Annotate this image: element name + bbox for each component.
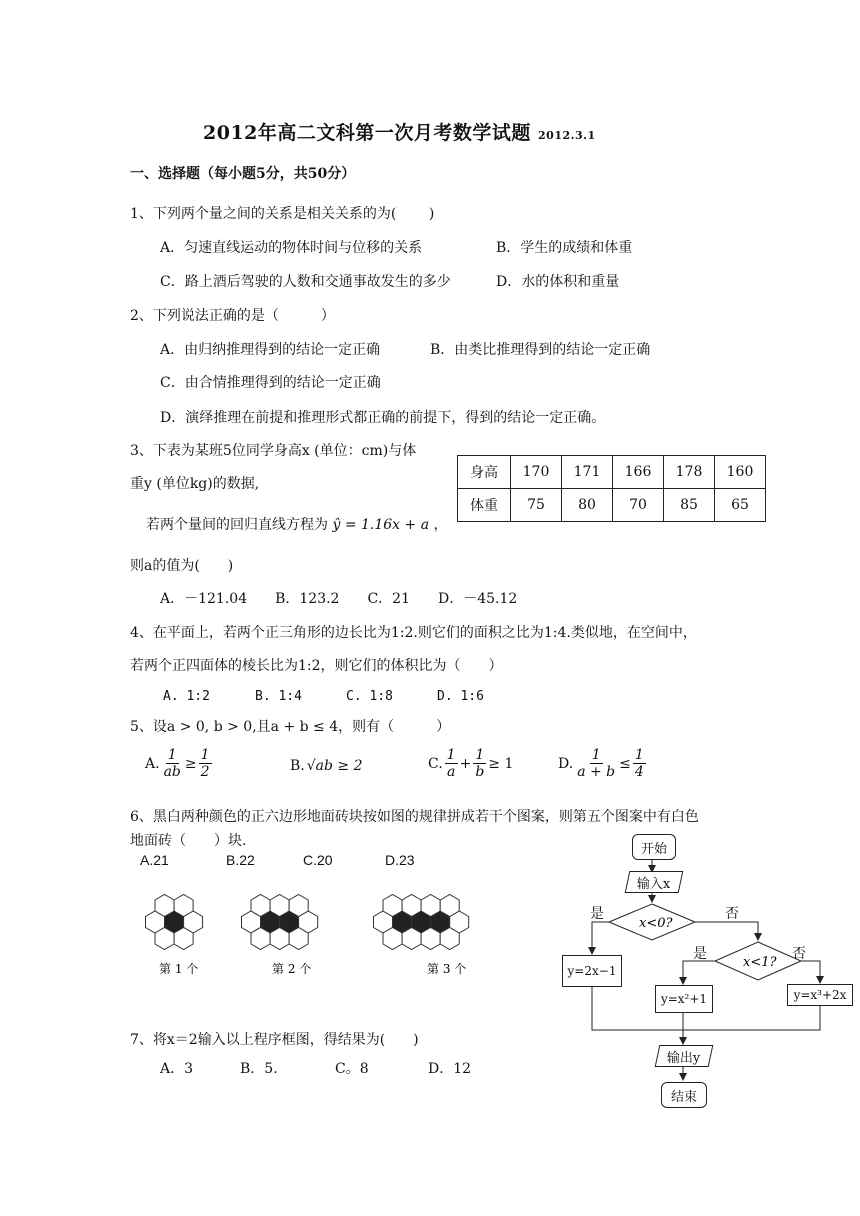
white-tile	[440, 895, 459, 917]
white-tile	[174, 928, 193, 950]
q6-option-c: C.20	[303, 852, 333, 868]
fraction	[199, 747, 212, 780]
input-label: 输入x	[637, 876, 671, 892]
table-cell: 体重	[458, 489, 511, 522]
q1-stem: 1、下列两个量之间的关系是相关关系的为( )	[130, 206, 435, 222]
q4-option-a: A. 1:2	[163, 689, 210, 704]
page-title	[203, 118, 596, 145]
flowchart-process-2: y=x²+1	[655, 985, 713, 1013]
numerator: 1	[200, 747, 210, 763]
q2-option-d: D．演绎推理在前提和推理形式都正确的前提下，得到的结论一定正确。	[160, 410, 606, 426]
white-tile	[270, 895, 289, 917]
q2-stem: 2、下列说法正确的是（ ）	[130, 308, 335, 324]
white-tile	[402, 928, 421, 950]
q1-option-c: C．路上酒后驾驶的人数和交通事故发生的多少	[160, 274, 451, 290]
option-letter: C.	[428, 755, 443, 772]
table-cell: 80	[562, 489, 613, 522]
white-tile	[251, 928, 270, 950]
white-tile	[289, 928, 308, 950]
white-tile	[174, 895, 193, 917]
q2-option-c: C．由合情推理得到的结论一定正确	[160, 375, 381, 391]
q7-option-d: D．12	[428, 1061, 472, 1077]
q3-options: A．－121.04 B．123.2 C．21 D．－45.12	[160, 591, 518, 607]
q7-option-a: A．3	[160, 1061, 194, 1077]
fraction	[575, 747, 617, 780]
q3-line2: 重y (单位kg)的数据,	[130, 476, 260, 492]
q5-stem: 5、设a > 0, b > 0,且a + b ≤ 4，则有（ ）	[130, 719, 451, 735]
fraction	[445, 747, 458, 780]
no-label-1: 否	[725, 906, 739, 922]
q4-option-c: C. 1:8	[346, 689, 393, 704]
numerator: 1	[167, 747, 177, 763]
q3-line3a: 若两个量间的回归直线方程为	[146, 517, 328, 533]
option-letter: B.	[290, 758, 305, 774]
numerator: 1	[446, 747, 456, 763]
q6-option-d: D.23	[385, 852, 415, 868]
flowchart-process-1: y=2x−1	[562, 955, 622, 987]
relation: ≥	[184, 755, 197, 772]
relation: ≥ 1	[488, 755, 514, 772]
relation: ≤	[619, 755, 631, 772]
q4-line2: 若两个正四面体的棱长比为1:2，则它们的体积比为（ ）	[130, 658, 503, 674]
white-tile	[270, 928, 289, 950]
q4-option-b: B. 1:4	[255, 689, 302, 704]
denominator: b	[475, 764, 485, 780]
q1-option-d: D．水的体积和重量	[496, 274, 620, 290]
q6-option-a: A.21	[140, 852, 169, 868]
table-cell: 160	[715, 456, 766, 489]
numerator: 1	[634, 747, 644, 763]
white-tile	[155, 928, 174, 950]
q5-option-b	[290, 758, 363, 774]
denominator: a	[446, 764, 456, 780]
option-letter: A.	[145, 755, 160, 772]
hexagon-tile-figures	[135, 880, 535, 980]
q3-line3b: ，	[433, 517, 448, 533]
table-row	[458, 456, 766, 489]
table-cell: 171	[562, 456, 613, 489]
condition-2-text: x<1?	[743, 955, 777, 970]
q5-option-a	[145, 747, 212, 780]
figure-label-1: 第 1 个	[159, 962, 199, 976]
q7-option-c: C。8	[335, 1061, 369, 1077]
white-tile	[251, 895, 270, 917]
fraction	[473, 747, 486, 780]
white-tile	[155, 895, 174, 917]
output-label: 输出y	[667, 1050, 701, 1066]
table-cell: 85	[664, 489, 715, 522]
table-cell: 170	[511, 456, 562, 489]
plus-sign: +	[459, 755, 472, 772]
q6-option-b: B.22	[226, 852, 255, 868]
q1-option-b: B．学生的成绩和体重	[496, 240, 633, 256]
q1-option-a: A．匀速直线运动的物体时间与位移的关系	[160, 240, 423, 256]
section-heading: 一、选择题（每小题5分，共50分）	[130, 166, 356, 182]
denominator: 2	[200, 764, 210, 780]
q2-option-b: B．由类比推理得到的结论一定正确	[430, 342, 651, 358]
q2-option-a: A．由归纳推理得到的结论一定正确	[160, 342, 381, 358]
numerator: 1	[591, 747, 601, 763]
flowchart-start: 开始	[632, 834, 676, 860]
white-tile	[383, 928, 402, 950]
q3-line3	[146, 514, 448, 534]
condition-1-text: x<0?	[639, 916, 673, 931]
white-tile	[421, 928, 440, 950]
flowchart-output	[655, 1045, 714, 1067]
regression-equation: ŷ = 1.16x + a	[332, 517, 430, 533]
q7-option-b: B．5.	[240, 1061, 278, 1077]
table-cell: 身高	[458, 456, 511, 489]
table-cell: 75	[511, 489, 562, 522]
yes-label-1: 是	[590, 906, 604, 922]
white-tile	[440, 928, 459, 950]
expression: √ab ≥ 2	[306, 758, 363, 774]
q3-line1: 3、下表为某班5位同学身高x (单位：cm)与体	[130, 443, 417, 459]
fraction	[162, 747, 183, 780]
flowchart-end: 结束	[661, 1082, 707, 1108]
denominator: ab	[163, 764, 181, 780]
white-tile	[402, 895, 421, 917]
title-main: 2012年高二文科第一次月考数学试题	[203, 122, 531, 144]
no-label-2: 否	[792, 946, 806, 962]
q7-stem: 7、将x＝2输入以上程序框图，得结果为( )	[130, 1032, 419, 1048]
white-tile	[421, 895, 440, 917]
figure-label-3: 第 3 个	[427, 962, 467, 976]
q4-line1: 4、在平面上，若两个正三角形的边长比为1:2.则它们的面积之比为1:4.类似地，在空间中，	[130, 625, 697, 641]
numerator: 1	[475, 747, 485, 763]
white-tile	[383, 895, 402, 917]
flowchart-input	[625, 871, 684, 893]
q5-option-d	[558, 747, 646, 780]
table-cell: 166	[613, 456, 664, 489]
table-row	[458, 489, 766, 522]
flowchart-process-3: y=x³+2x	[787, 984, 853, 1006]
table-cell: 70	[613, 489, 664, 522]
title-date: 2012.3.1	[538, 129, 596, 142]
figure-label-2: 第 2 个	[272, 962, 312, 976]
q6-line1: 6、黑白两种颜色的正六边形地面砖块按如图的规律拼成若干个图案，则第五个图案中有白色	[130, 809, 699, 825]
q4-option-d: D. 1:6	[437, 689, 484, 704]
table-cell: 178	[664, 456, 715, 489]
denominator: a + b	[577, 764, 616, 780]
white-tile	[289, 895, 308, 917]
fraction	[633, 747, 646, 780]
denominator: 4	[634, 764, 644, 780]
q5-option-c	[428, 747, 513, 780]
q6-line2: 地面砖（ ）块.	[130, 833, 247, 849]
yes-label-2: 是	[693, 946, 707, 962]
q3-line4: 则a的值为( )	[130, 558, 234, 574]
table-cell: 65	[715, 489, 766, 522]
option-letter: D.	[558, 755, 574, 772]
height-weight-table	[457, 455, 766, 522]
